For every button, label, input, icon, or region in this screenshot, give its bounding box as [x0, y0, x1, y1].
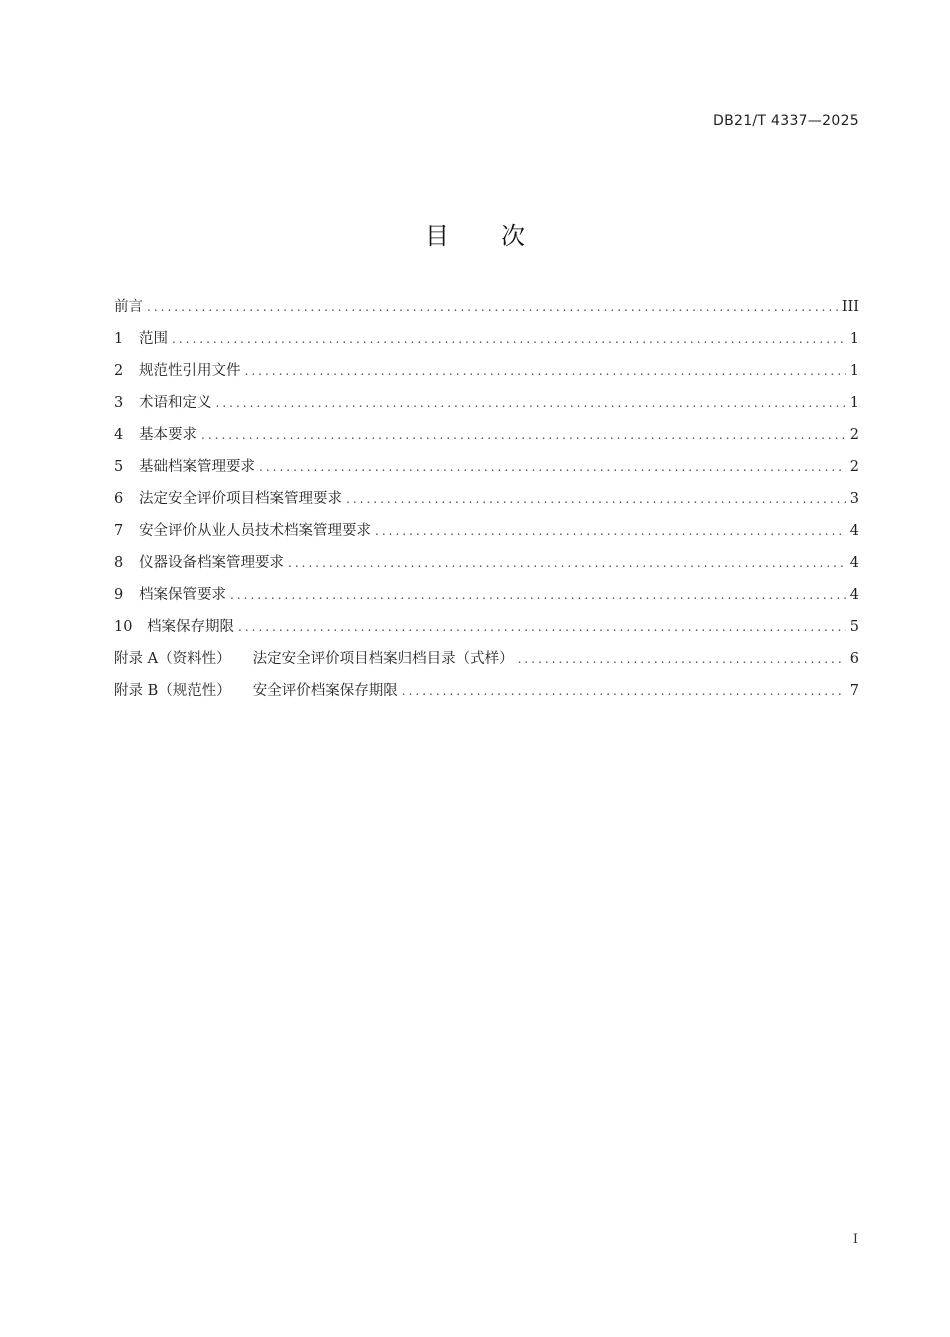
table-of-contents — [114, 286, 859, 702]
toc-appendix-label: 附录 A（资料性） — [114, 651, 231, 667]
document-code: DB21/T 4337—2025 — [713, 113, 859, 129]
toc-entry-5[interactable] — [114, 446, 859, 478]
toc-entry-page: 4 — [849, 523, 859, 539]
toc-dot-leader — [238, 616, 846, 638]
toc-entry-page: 2 — [849, 427, 859, 443]
toc-entry-page: 2 — [849, 459, 859, 475]
toc-entry-appendix-a[interactable] — [114, 638, 859, 670]
toc-entry-title: 档案保管要求 — [139, 587, 226, 603]
toc-entry-foreword[interactable] — [114, 286, 859, 318]
toc-entry-title: 术语和定义 — [139, 395, 212, 411]
toc-entry-page: 1 — [849, 363, 859, 379]
toc-entry-page: 6 — [849, 651, 859, 667]
toc-dot-leader — [201, 424, 846, 446]
toc-entry-title: 法定安全评价项目档案归档目录（式样） — [252, 651, 514, 667]
toc-entry-4[interactable] — [114, 414, 859, 446]
toc-entry-page: 7 — [849, 683, 859, 699]
toc-entry-page: 3 — [849, 491, 859, 507]
toc-dot-leader — [375, 520, 846, 542]
page-number: I — [852, 1232, 858, 1247]
toc-dot-leader — [216, 392, 846, 414]
toc-entry-number: 6 — [114, 491, 124, 507]
toc-entry-page: 1 — [849, 331, 859, 347]
toc-entry-page: 4 — [849, 587, 859, 603]
toc-entry-number: 9 — [114, 587, 124, 603]
toc-entry-number: 1 — [114, 331, 124, 347]
toc-dot-leader — [288, 552, 846, 574]
toc-entry-number: 4 — [114, 427, 124, 443]
toc-dot-leader — [402, 680, 846, 702]
toc-dot-leader — [230, 584, 846, 606]
toc-entry-number: 7 — [114, 523, 124, 539]
toc-entry-title: 基础档案管理要求 — [139, 459, 255, 475]
toc-entry-3[interactable] — [114, 382, 859, 414]
toc-entry-page: 5 — [849, 619, 859, 635]
toc-entry-page: 4 — [849, 555, 859, 571]
toc-entry-10[interactable] — [114, 606, 859, 638]
toc-dot-leader — [259, 456, 846, 478]
toc-entry-number: 10 — [114, 619, 133, 635]
toc-entry-title: 前言 — [114, 299, 143, 315]
toc-entry-page: III — [841, 299, 859, 315]
toc-dot-leader — [147, 296, 838, 318]
toc-dot-leader — [346, 488, 846, 510]
toc-entry-page: 1 — [849, 395, 859, 411]
toc-entry-title: 仪器设备档案管理要求 — [139, 555, 284, 571]
toc-dot-leader — [518, 648, 846, 670]
toc-entry-number: 8 — [114, 555, 124, 571]
toc-entry-7[interactable] — [114, 510, 859, 542]
toc-entry-6[interactable] — [114, 478, 859, 510]
toc-entry-title: 安全评价从业人员技术档案管理要求 — [139, 523, 371, 539]
toc-entry-number: 5 — [114, 459, 124, 475]
toc-entry-2[interactable] — [114, 350, 859, 382]
toc-entry-number: 2 — [114, 363, 124, 379]
toc-dot-leader — [172, 328, 846, 350]
toc-entry-9[interactable] — [114, 574, 859, 606]
toc-entry-title: 基本要求 — [139, 427, 197, 443]
toc-entry-title: 安全评价档案保存期限 — [252, 683, 398, 699]
toc-dot-leader — [245, 360, 846, 382]
toc-entry-number: 3 — [114, 395, 124, 411]
toc-entry-appendix-b[interactable] — [114, 670, 859, 702]
toc-entry-8[interactable] — [114, 542, 859, 574]
toc-entry-1[interactable] — [114, 318, 859, 350]
toc-appendix-label: 附录 B（规范性） — [114, 683, 231, 699]
page-title: 目次 — [425, 222, 577, 251]
toc-entry-title: 规范性引用文件 — [139, 363, 241, 379]
toc-entry-title: 范围 — [139, 331, 168, 347]
toc-entry-title: 法定安全评价项目档案管理要求 — [139, 491, 342, 507]
toc-entry-title: 档案保存期限 — [147, 619, 234, 635]
